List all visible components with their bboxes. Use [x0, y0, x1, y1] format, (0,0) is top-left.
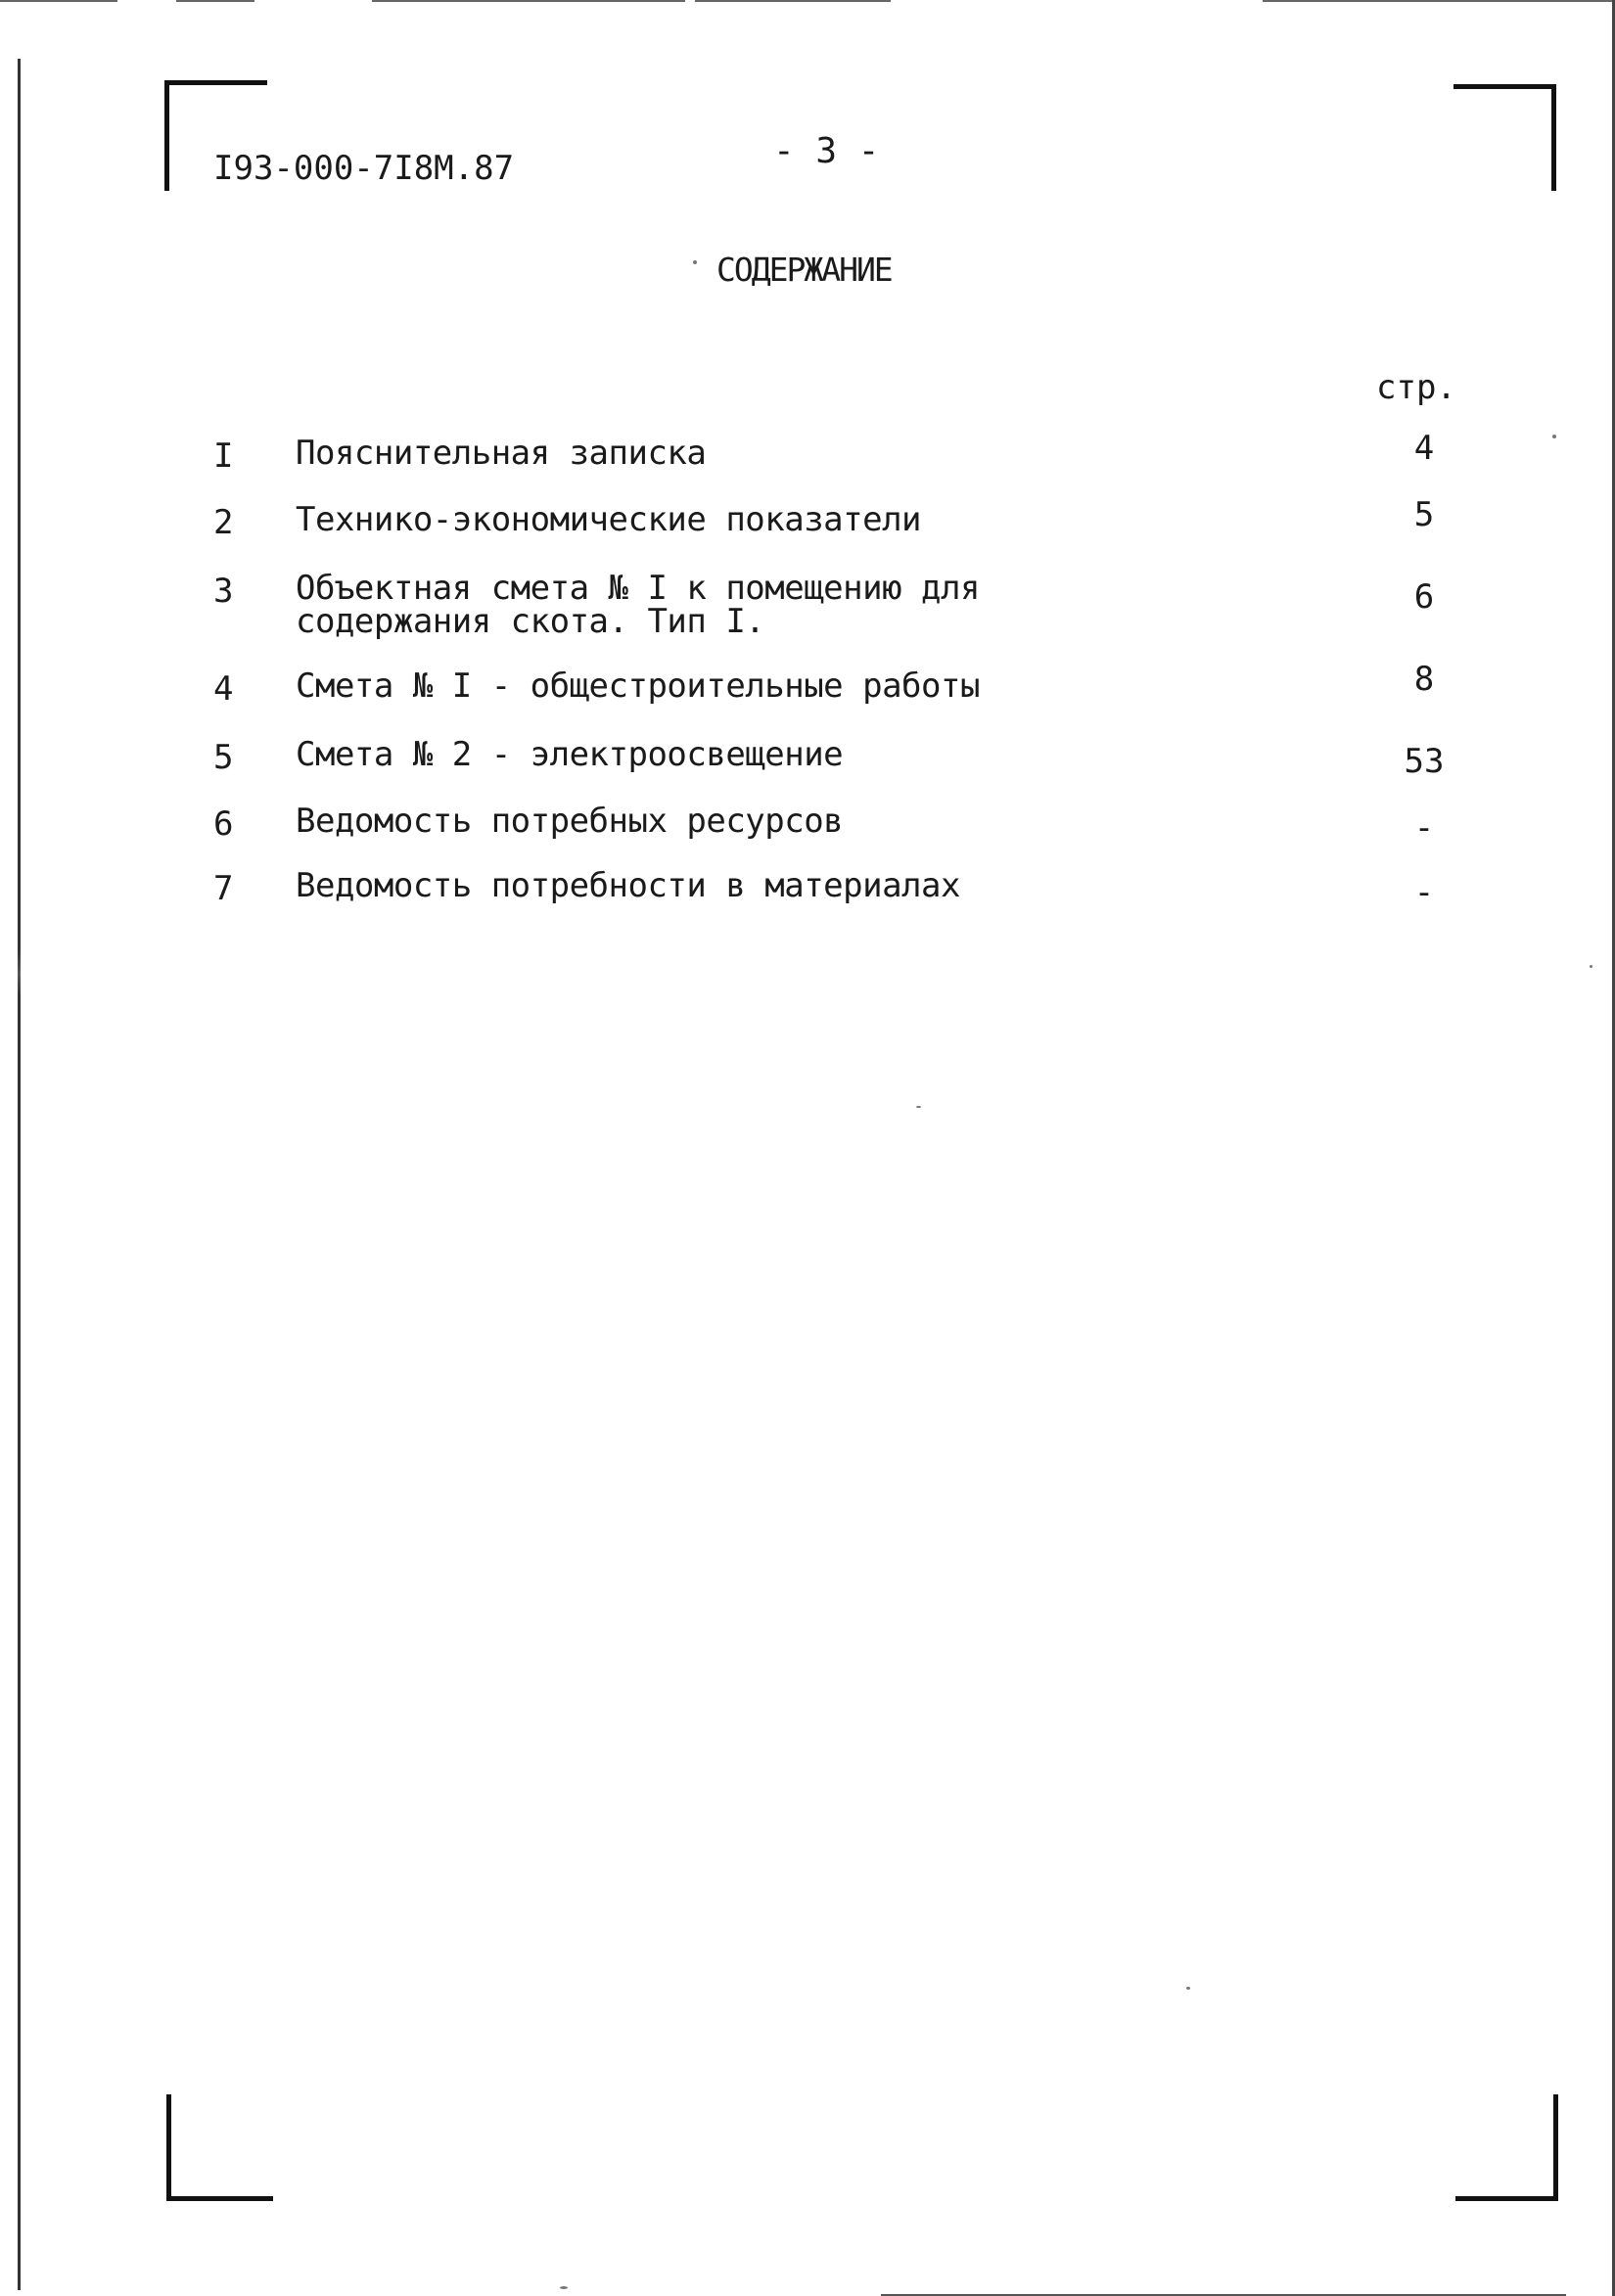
- page-number: - 3 -: [773, 131, 880, 171]
- scan-top-edge: [1263, 0, 1615, 2]
- frame-corner-top-right: [1454, 84, 1556, 191]
- toc-item-page: 53: [1404, 742, 1445, 781]
- toc-item-title: Пояснительная записка: [296, 434, 707, 473]
- toc-item-title: Смета № 2 - электроосвещение: [296, 735, 844, 774]
- scan-speck: [693, 260, 697, 264]
- frame-corner-bottom-right: [1455, 2094, 1558, 2201]
- frame-corner-bottom-left: [166, 2094, 273, 2201]
- toc-item-page: 6: [1413, 577, 1435, 617]
- toc-item-number: 7: [213, 869, 234, 908]
- document-code: I93-000-7I8М.87: [213, 149, 515, 188]
- page-column-header: стр.: [1376, 368, 1456, 407]
- scan-speck: [1552, 435, 1556, 438]
- toc-item-number: 5: [213, 738, 234, 777]
- toc-item-page: 4: [1413, 429, 1435, 468]
- toc-item-number: I: [213, 436, 234, 476]
- toc-item-title: Ведомость потребных ресурсов: [296, 802, 844, 841]
- toc-item-number: 6: [213, 804, 234, 844]
- contents-title: СОДЕРЖАНИЕ: [716, 251, 892, 289]
- scan-speck: [1186, 1987, 1190, 1990]
- toc-item-title: Ведомость потребности в материалах: [296, 866, 960, 905]
- toc-item-title: Объектная смета № I к помещению для содержания скота. Тип I.: [296, 569, 980, 641]
- toc-item-title: Смета № I - общестроительные работы: [296, 666, 980, 706]
- toc-item-number: 4: [213, 669, 234, 709]
- toc-item-number: 2: [213, 503, 234, 542]
- toc-item-title: Технико-экономические показатели: [296, 500, 922, 539]
- toc-item-page: -: [1413, 808, 1435, 848]
- scan-top-edge: [0, 0, 117, 2]
- scan-left-edge: [18, 59, 21, 2290]
- toc-item-page: 8: [1413, 660, 1435, 699]
- scan-speck: [1590, 965, 1592, 968]
- scan-top-edge: [372, 0, 685, 2]
- scan-top-edge: [695, 0, 891, 2]
- toc-item-page: 5: [1413, 495, 1435, 534]
- scan-speck: [916, 1106, 921, 1108]
- toc-item-number: 3: [213, 572, 234, 611]
- toc-item-page: -: [1413, 873, 1435, 912]
- scan-speck: [560, 2286, 568, 2289]
- scan-top-edge: [176, 0, 254, 2]
